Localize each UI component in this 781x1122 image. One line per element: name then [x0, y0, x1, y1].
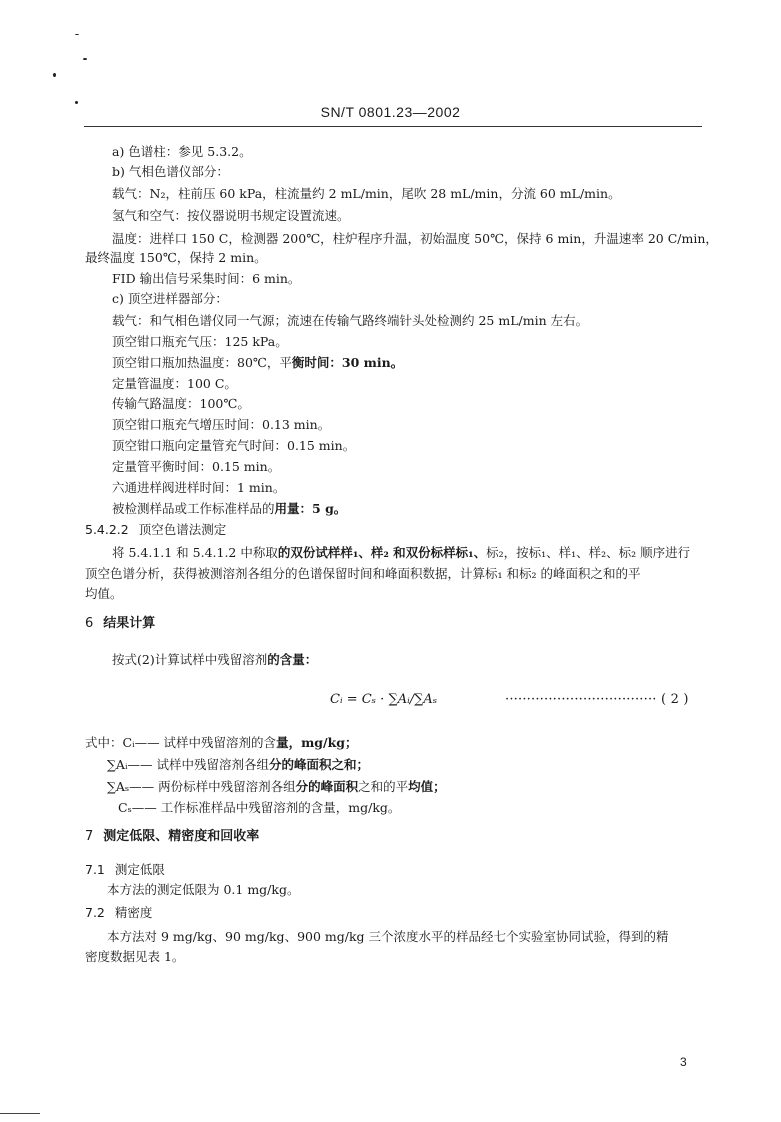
header-rule — [84, 126, 702, 127]
where-line — [107, 757, 369, 773]
where-line — [85, 735, 358, 751]
body-line — [112, 652, 317, 668]
body-line: 密度数据见表 1。 — [85, 949, 185, 964]
text-run-bold: 分的峰面积之和； — [268, 757, 369, 772]
text-run-bold: 的双份试样样₁、样₂ 和双份标样标₁、 — [277, 545, 487, 560]
text-run: 之和的平 — [358, 779, 409, 794]
formula-2: Cᵢ = Cₛ · ∑Aᵢ/∑Aₛ — [330, 692, 438, 707]
text-run: 标₂，按标₁、样₁、样₂、标₂ 顺序进行 — [486, 545, 691, 560]
subsection-heading-7-2 — [85, 905, 152, 921]
body-line: 传输气路温度：100℃。 — [112, 396, 250, 411]
body-line: 最终温度 150℃，保持 2 min。 — [85, 250, 267, 265]
body-line: b) 气相色谱仪部分： — [112, 164, 229, 179]
section-number: 7.1 — [85, 862, 105, 877]
body-line: 本方法对 9 mg/kg、90 mg/kg、900 mg/kg 三个浓度水平的样品经七个实验室协同试验，得到的精 — [107, 929, 669, 944]
text-run: 式中：Cᵢ—— 试样中残留溶剂的含 — [85, 735, 277, 750]
where-line: Cₛ—— 工作标准样品中残留溶剂的含量，mg/kg。 — [118, 800, 401, 815]
text-run-bold: 量，mg/kg； — [276, 735, 358, 750]
body-line: 载气：N₂，柱前压 60 kPa，柱流量约 2 mL/min，尾吹 28 mL/min，分流 60 mL/min。 — [112, 186, 621, 201]
body-line: 定量管平衡时间：0.15 min。 — [112, 459, 281, 474]
section-number: 6 — [85, 616, 94, 631]
section-title: 顶空色谱法测定 — [138, 522, 227, 537]
body-line: c) 顶空进样器部分： — [112, 291, 228, 306]
body-line: 顶空钳口瓶充气增压时间：0.13 min。 — [112, 417, 331, 432]
section-number: 7.2 — [85, 905, 105, 920]
subsection-heading-7-1 — [85, 862, 165, 878]
text-run: ∑Aᵢ—— 试样中残留溶剂各组 — [107, 757, 269, 772]
text-run: 按式(2)计算试样中残留溶剂 — [112, 652, 268, 667]
text-run-bold: 均值； — [408, 779, 446, 794]
body-line: 均值。 — [85, 586, 123, 601]
body-line: 载气：和气相色谱仪同一气源；流速在传输气路终端针头处检测约 25 mL/min 左右。 — [112, 313, 589, 328]
text-run-bold: 用量：5 g。 — [274, 501, 347, 516]
text-run-bold: 分的峰面积 — [295, 779, 359, 794]
body-line: 顶空钳口瓶向定量管充气时间：0.15 min。 — [112, 438, 356, 453]
body-line: 顶空钳口瓶充气压：125 kPa。 — [112, 334, 288, 349]
text-run: 将 5.4.1.1 和 5.4.1.2 中称取 — [112, 545, 278, 560]
subsection-heading-5-4-2-2 — [85, 522, 226, 538]
text-run: 顶空钳口瓶加热温度：80℃，平 — [112, 355, 292, 370]
scan-speck — [83, 58, 87, 60]
body-line: 顶空色谱分析，获得被测溶剂各组分的色谱保留时间和峰面积数据，计算标₁ 和标₂ 的峰面积之和的平 — [85, 566, 641, 581]
body-line: 氢气和空气：按仪器说明书规定设置流速。 — [112, 208, 350, 223]
section-heading-6 — [85, 616, 155, 632]
body-line: 六通进样阀进样时间：1 min。 — [112, 480, 286, 495]
body-line: a) 色谱柱：参见 5.3.2。 — [112, 144, 252, 159]
page-number: 3 — [680, 1055, 687, 1069]
equation-number: ··································· ( 2 ) — [505, 692, 689, 707]
body-line: FID 输出信号采集时间：6 min。 — [112, 271, 301, 286]
where-line — [107, 779, 446, 795]
text-run: ∑Aₛ—— 两份标样中残留溶剂各组 — [107, 779, 296, 794]
section-title: 测定低限 — [114, 862, 165, 877]
scan-speck — [75, 34, 79, 35]
body-line: 本方法的测定低限为 0.1 mg/kg。 — [107, 882, 300, 897]
body-line: 定量管温度：100 C。 — [112, 376, 237, 391]
section-title: 结果计算 — [103, 616, 156, 631]
section-title: 测定低限、精密度和回收率 — [103, 829, 260, 844]
standard-code: SN/T 0801.23—2002 — [320, 104, 461, 120]
body-line — [112, 501, 346, 517]
scan-edge-mark — [0, 1113, 40, 1114]
text-run: 被检测样品或工作标准样品的 — [112, 501, 275, 516]
text-run-bold: 衡时间：30 min。 — [291, 355, 404, 370]
body-line: 温度：进样口 150 C，检测器 200℃，柱炉程序升温，初始温度 50℃，保持 6 min，升温速率 20 C/min， — [112, 231, 718, 246]
section-number: 5.4.2.2 — [85, 522, 129, 537]
section-heading-7 — [85, 829, 259, 845]
section-title: 精密度 — [114, 905, 153, 920]
scan-speck — [53, 73, 56, 77]
body-line — [112, 355, 403, 371]
text-run-bold: 的含量： — [267, 652, 318, 667]
section-number: 7 — [85, 829, 94, 844]
body-line — [112, 545, 690, 561]
